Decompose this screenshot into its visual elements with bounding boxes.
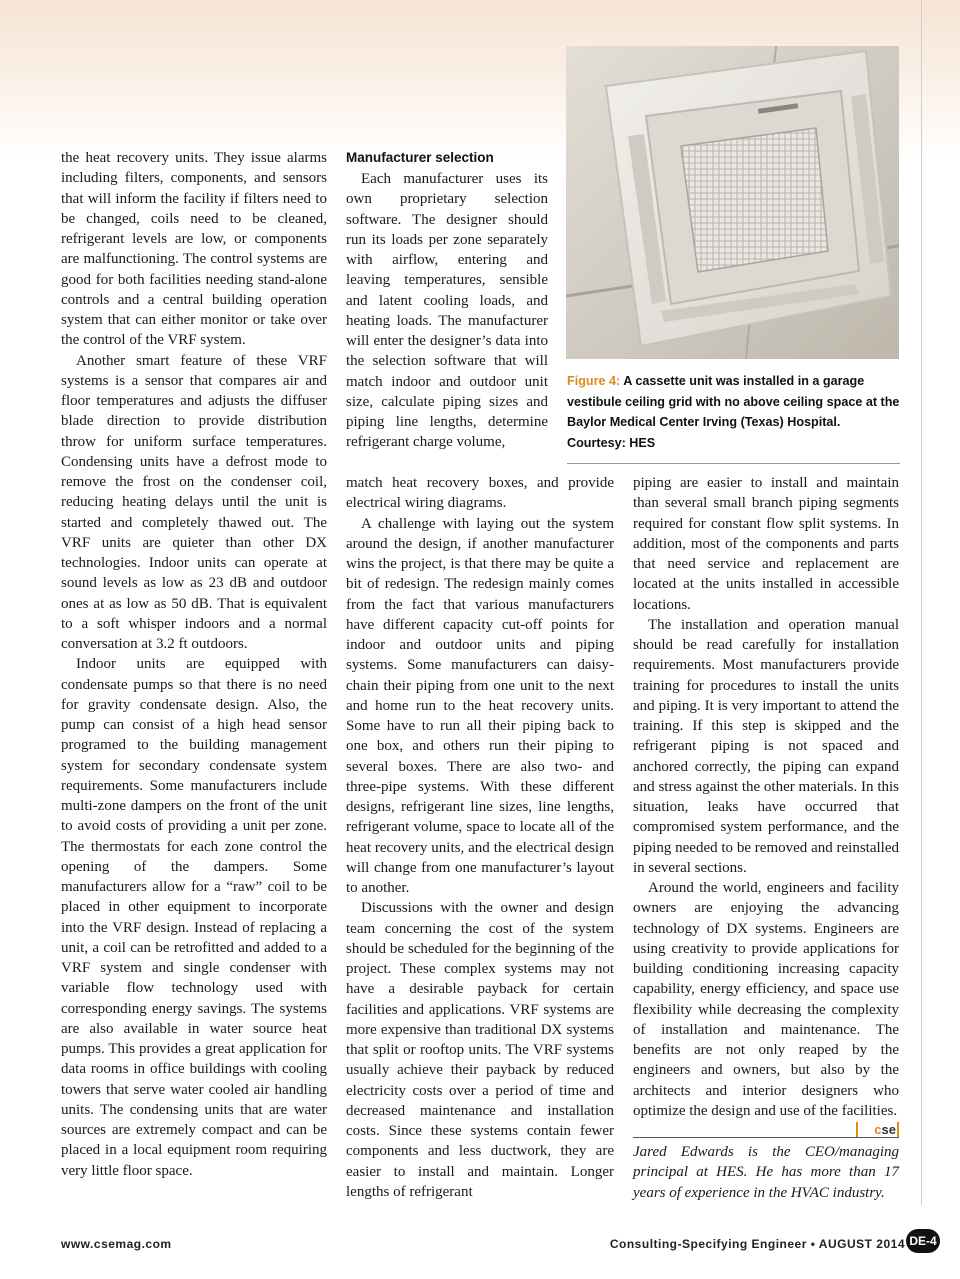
paragraph: Another smart feature of these VRF systems is a sensor that compares air and floor temperatures and adjusts the diffuser blade direction to provide distribution throw for uniform surface temperatures. Condensing units have a defrost mode to remove the frost on the condenser coil, reducing heating delays until the unit is started and completely thawed out. The VRF units are quieter than other DX technologies. Indoor units can operate at sound levels as low as 23 dB and outdoor ones at as low as 50 dB. That is equivalent to a soft whisper indoors and a normal conversation at 3.2 ft outdoors. xyxy=(61,352,327,652)
footer-website: www.csemag.com xyxy=(61,1237,172,1251)
figure-caption-text: A cassette unit was installed in a garage vestibule ceiling grid with no above ceiling space at the Baylor Medical Center Irving (Texas) Hospital. Courtesy: HES xyxy=(567,374,900,450)
page-edge-rule xyxy=(921,0,922,1205)
paragraph: The installation and operation manual should be read carefully for installation requirements. Most manufacturers provide training for procedures to install the units and piping. It is very important to attend the training. If this step is skipped and the refrigerant piping is not spaced and anchored correctly, the piping can expand and stress against the other materials. In this situation, leaks have occurred that compromised system performance, and the piping needed to be removed and reinstalled in several sections. xyxy=(633,616,899,876)
paragraph: Each manufacturer uses its own proprietary selection software. The designer should run its loads per zone separately with airflow, entering and leaving temperatures, sensible and latent cooling loads, and heating loads. The manufacturer will enter the designer’s data into the selection software that will match indoor and outdoor unit size, calculate piping sizes and piping line lengths, determine refrigerant charge volume, xyxy=(346,171,548,451)
logo-letters: se xyxy=(881,1122,896,1137)
paragraph: piping are easier to install and maintain than several small branch piping segments required for constant flow split systems. In addition, most of the components and parts that need service and replacement are located at the units installed in accessible locations. xyxy=(633,475,899,613)
caption-divider xyxy=(567,463,900,464)
article-column-2-top xyxy=(346,148,548,453)
article-column-2-bottom xyxy=(346,473,614,1202)
logo-letter-c: c xyxy=(874,1122,882,1137)
paragraph: match heat recovery boxes, and provide electrical wiring diagrams. xyxy=(346,475,614,512)
cassette-unit-photo xyxy=(566,46,899,359)
bio-divider xyxy=(633,1137,899,1138)
paragraph: A challenge with laying out the system around the design, if another manufacturer wins the project, is that there may be quite a bit of redesign. The redesign mainly comes from the fact that various manufacturers have different capacity cut-off points for indoor and outdoor units and piping systems. Some manufacturers can daisy-chain their piping from one unit to the next and home run to the heat recovery units. Some have to run all their piping back to one box, and others run their piping to several boxes. There are also two- and three-pipe systems. With these different designs, refrigerant line sizes, line lengths, refrigerant volume, space to locate all of the heat recovery units, and the electrical design will change from one manufacturer’s layout to another. xyxy=(346,515,614,896)
figure-caption xyxy=(567,371,900,453)
figure-label: Figure 4: xyxy=(567,374,621,388)
paragraph-text: Around the world, engineers and facility owners are enjoying the advancing technology of DX systems. Engineers are using creativity to provide applications for building conditioning increasing capacity capability, energy efficiency, and space use flexibility while decreasing the complexity of installation and maintenance. The benefits are not only reaped by the engineers and owners, but also by the architects and interior designers who optimize the design and use of the facilities. xyxy=(633,880,899,1119)
article-column-3 xyxy=(633,473,899,1138)
ceiling-cassette-illustration xyxy=(566,46,899,359)
cse-end-mark-logo xyxy=(856,1122,899,1138)
paragraph: Indoor units are equipped with condensate pumps so that there is no need for gravity condensate design. Also, the pump can consist of a high head sensor programed to the building management system for secondary condensate system requirements. Some manufacturers include multi-zone dampers on the front of the unit to avoid costs of providing a unit per zone. The thermostats for each zone control the opening of the dampers. Some manufacturers allow for a “raw” coil to be placed in other equipment to incorporate into the VRF design. Instead of replacing a unit, a coil can be retrofitted and added to a VRF system and single condenser with variable flow technology used with corresponding energy savings. The systems are also available in water source heat pumps. This provides a great application for data rooms in office buildings with cooling towers that serve water cooled air handling units. The condensing units that are water sources are extremely compact and can be placed in a local equipment room requiring very little floor space. xyxy=(61,656,327,1179)
paragraph: the heat recovery units. They issue alarms including filters, components, and sensors that will inform the facility if filters need to be changed, coils need to be cleaned, refrigerant levels are low, or components are malfunctioning. The control systems are good for both facilities needing stand-alone controls and a central building operation system that can either monitor or take over the control of the VRF system. xyxy=(61,150,327,349)
paragraph: Discussions with the owner and design team concerning the cost of the system should be scheduled for the beginning of the project. These complex systems may not have a desirable payback for certain facilities and applications. VRF systems are more expensive than traditional DX systems that split or rooftop units. The VRF systems usually achieve their payback by reduced electricity costs over a period of time and decreased maintenance and installation costs. Since these systems contain fewer components and less ductwork, they are easier to install and maintain. Longer lengths of refrigerant xyxy=(346,900,614,1200)
footer-publication: Consulting-Specifying Engineer • AUGUST 2014 xyxy=(609,1237,905,1251)
paragraph-last xyxy=(633,878,899,1137)
section-heading: Manufacturer selection xyxy=(346,150,494,165)
page-number-badge: DE-4 xyxy=(906,1229,940,1253)
article-column-1 xyxy=(61,148,327,1181)
author-bio: Jared Edwards is the CEO/managing principal at HES. He has more than 17 years of experience in the HVAC industry. xyxy=(633,1144,899,1201)
